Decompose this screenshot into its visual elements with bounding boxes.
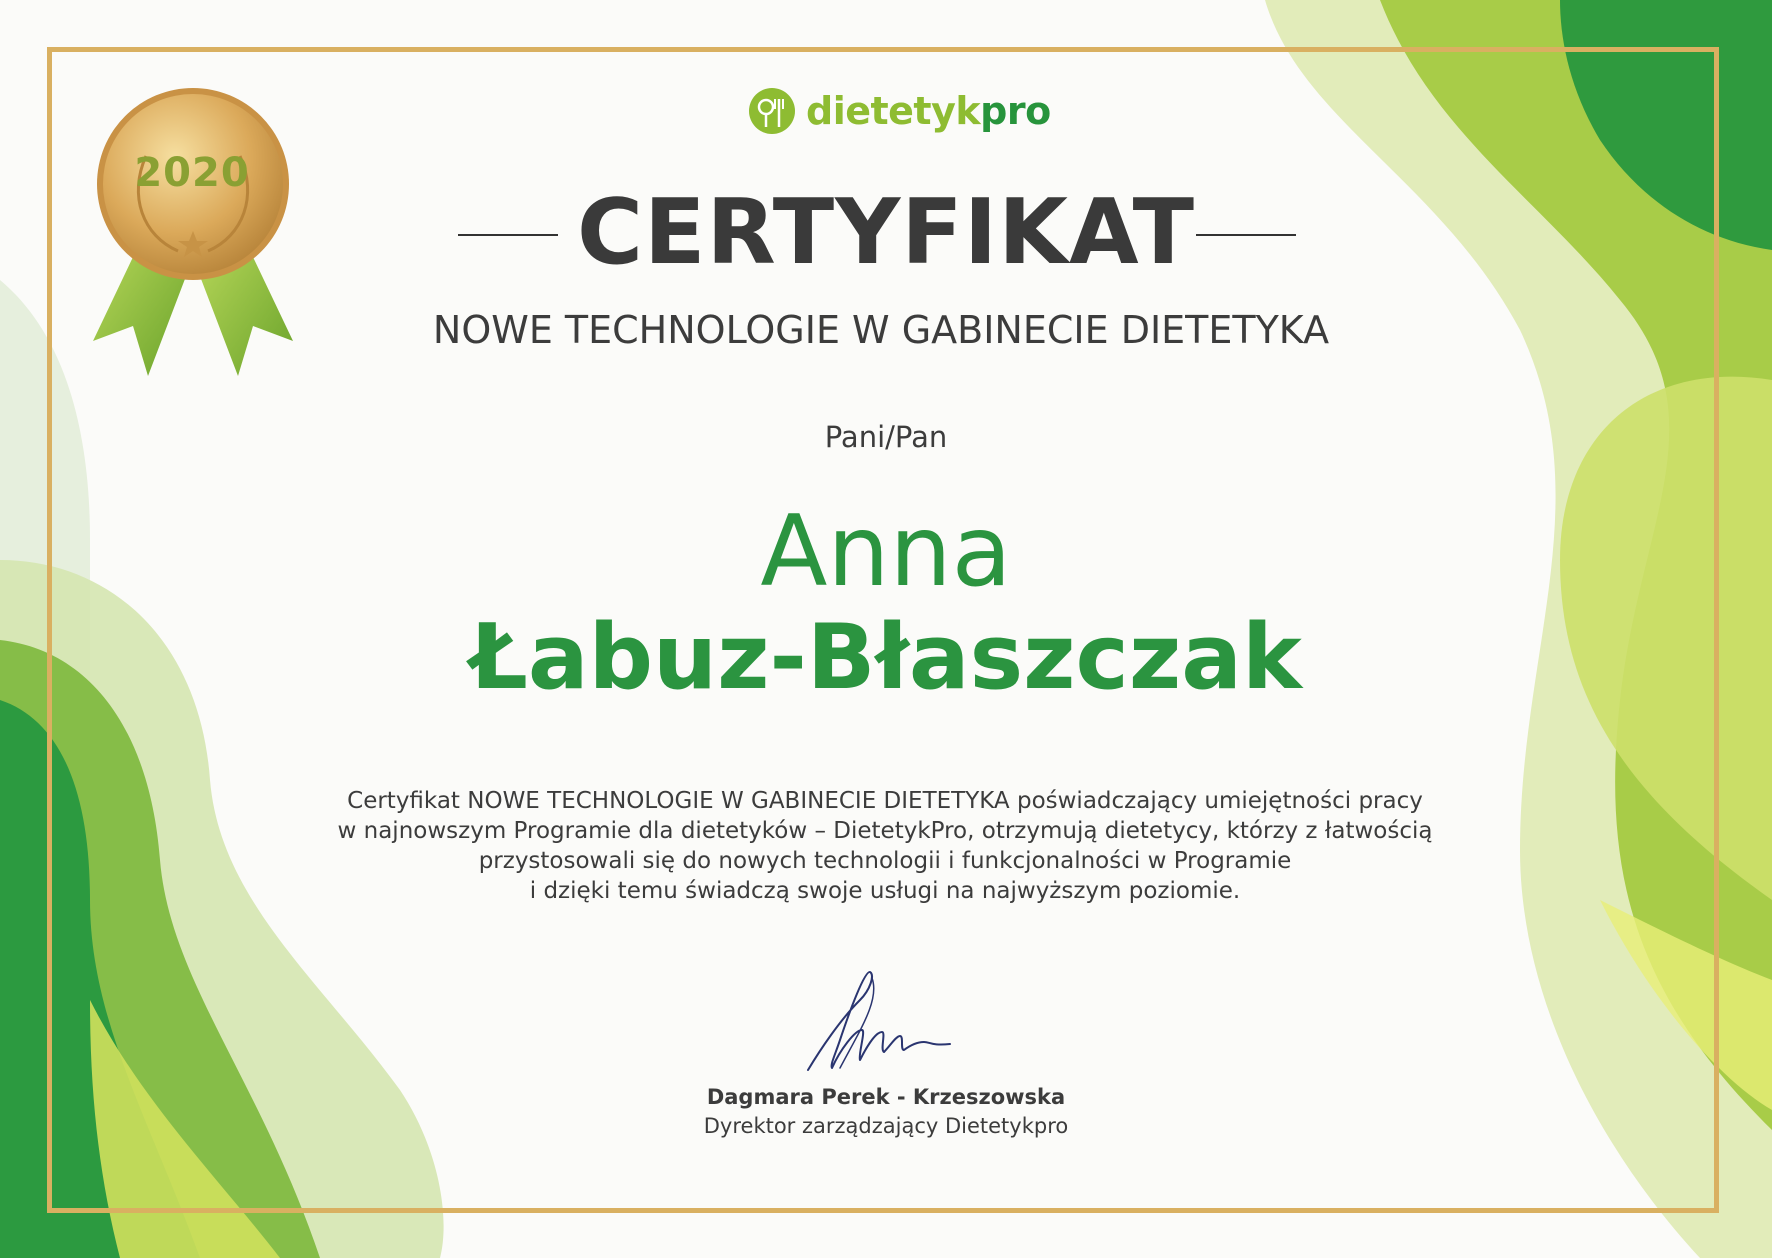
description-line: Certyfikat NOWE TECHNOLOGIE W GABINECIE DIETETYKA poświadczający umiejętności pracy [347, 788, 1423, 814]
logo-icon [748, 87, 796, 135]
logo-wordmark: dietetykpro [806, 89, 1051, 133]
certificate-description [310, 786, 1460, 906]
recipient-last-name: Łabuz-Błaszczak [470, 605, 1302, 710]
signatory-role: Dyrektor zarządzający Dietetykpro [703, 1114, 1069, 1138]
description-line: w najnowszym Programie dla dietetyków – DietetykPro, otrzymują dietetycy, którzy z łatwością [337, 818, 1433, 844]
certificate-subtitle: NOWE TECHNOLOGIE W GABINECIE DIETETYKA [432, 308, 1330, 352]
description-line: i dzięki temu świadczą swoje usługi na najwyższym poziomie. [529, 878, 1241, 904]
signatory-name: Dagmara Perek - Krzeszowska [706, 1085, 1066, 1109]
dietetykpro-logo [748, 84, 1051, 138]
medal-year: 2020 [134, 150, 250, 196]
certificate-title: CERTYFIKAT [576, 180, 1196, 285]
handwritten-signature [800, 970, 970, 1075]
description-line: przystosowali się do nowych technologii i funkcjonalności w Programie [478, 848, 1292, 874]
recipient-first-name: Anna [760, 495, 1012, 609]
salutation: Pani/Pan [824, 420, 948, 454]
